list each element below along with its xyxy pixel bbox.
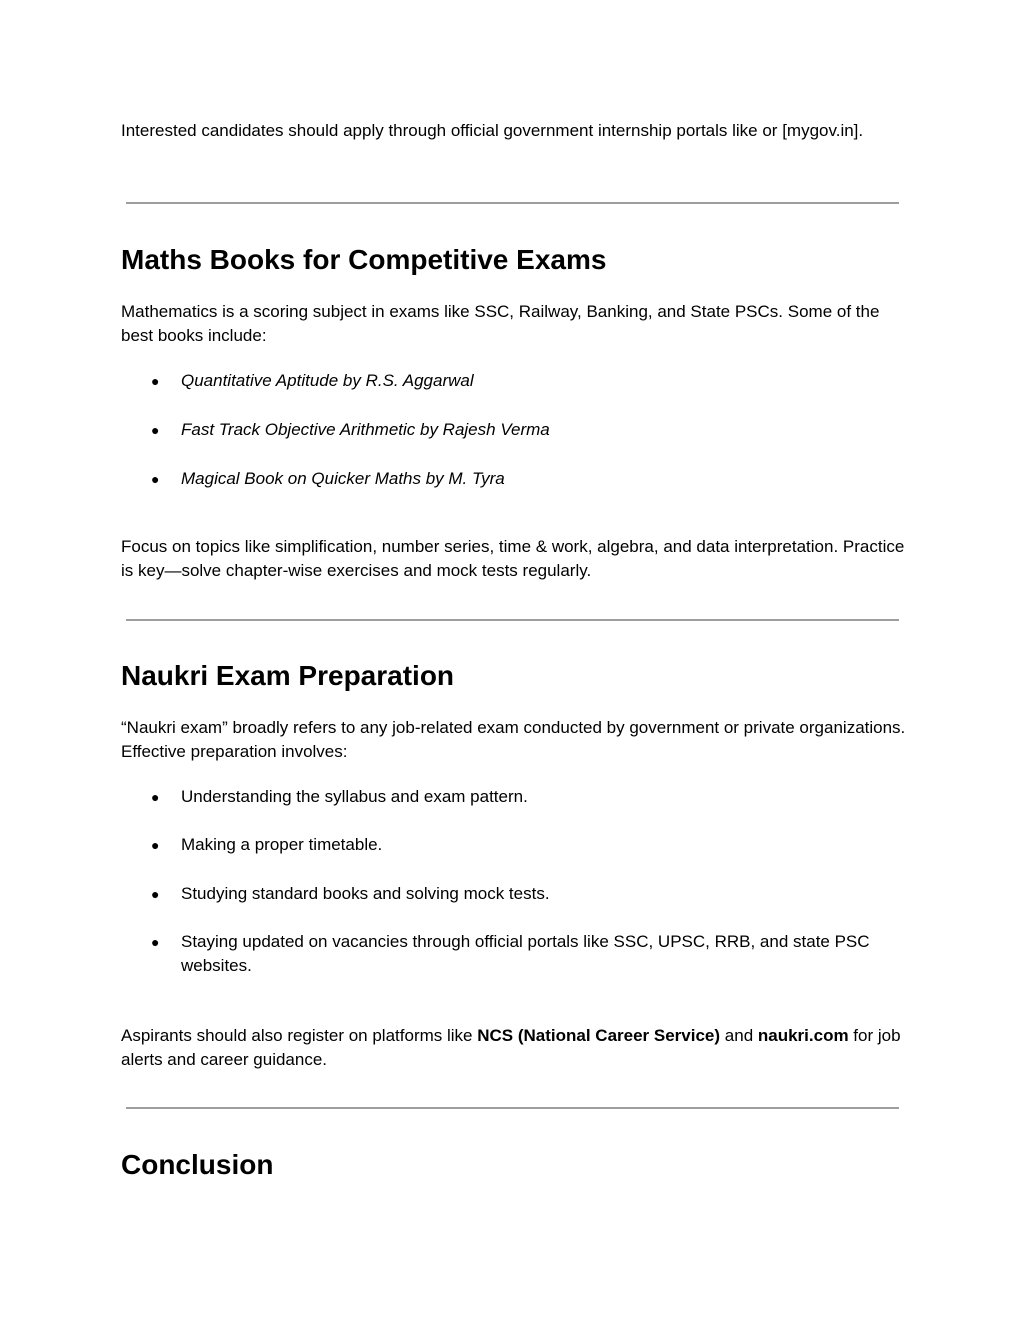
naukri-steps-list xyxy=(121,785,911,978)
step-text: Understanding the syllabus and exam pattern. xyxy=(181,787,528,806)
register-paragraph xyxy=(121,1024,911,1072)
list-item xyxy=(121,882,911,906)
bullet-icon: ● xyxy=(151,422,160,438)
naukri-platform-name: naukri.com xyxy=(757,1026,849,1045)
maths-books-heading: Maths Books for Competitive Exams xyxy=(121,244,607,275)
list-item xyxy=(121,369,911,393)
book-title: Magical Book on Quicker Maths by M. Tyra xyxy=(181,469,505,488)
list-item xyxy=(121,785,911,809)
bullet-icon: ● xyxy=(151,886,160,902)
maths-focus-paragraph: Focus on topics like simplification, number series, time & work, algebra, and data interpretation. Practice is key—solve chapter-wise exercises and mock tests regularly. xyxy=(121,537,905,580)
naukri-exam-heading: Naukri Exam Preparation xyxy=(121,660,455,691)
horizontal-divider xyxy=(126,1107,899,1109)
book-title: Quantitative Aptitude by R.S. Aggarwal xyxy=(181,371,474,390)
bullet-icon: ● xyxy=(151,471,160,487)
conclusion-heading: Conclusion xyxy=(121,1149,274,1180)
horizontal-divider xyxy=(126,619,899,621)
step-text: Studying standard books and solving mock tests. xyxy=(181,884,550,903)
list-item xyxy=(121,833,911,857)
maths-intro-paragraph: Mathematics is a scoring subject in exams like SSC, Railway, Banking, and State PSCs. Some of the best books include: xyxy=(121,302,880,345)
naukri-intro-paragraph: “Naukri exam” broadly refers to any job-related exam conducted by government or private organizations. Effective preparation involves: xyxy=(121,718,906,761)
intro-paragraph: Interested candidates should apply through official government internship portals like or [mygov.in]. xyxy=(121,121,864,140)
bullet-icon: ● xyxy=(151,789,160,805)
register-text-before: Aspirants should also register on platforms like xyxy=(121,1026,478,1045)
bullet-icon: ● xyxy=(151,373,160,389)
step-text: Making a proper timetable. xyxy=(181,835,383,854)
book-title: Fast Track Objective Arithmetic by Rajesh Verma xyxy=(181,420,550,439)
step-text: Staying updated on vacancies through official portals like SSC, UPSC, RRB, and state PSC websites. xyxy=(181,932,870,975)
list-item xyxy=(121,930,911,978)
bullet-icon: ● xyxy=(151,934,160,950)
maths-books-list xyxy=(121,369,911,491)
list-item xyxy=(121,467,911,491)
register-text-after: for job alerts and career guidance. xyxy=(121,1026,901,1069)
list-item xyxy=(121,418,911,442)
bullet-icon: ● xyxy=(151,837,160,853)
horizontal-divider xyxy=(126,202,899,204)
register-text-and: and xyxy=(720,1026,758,1045)
ncs-platform-name: NCS (National Career Service) xyxy=(477,1026,721,1045)
